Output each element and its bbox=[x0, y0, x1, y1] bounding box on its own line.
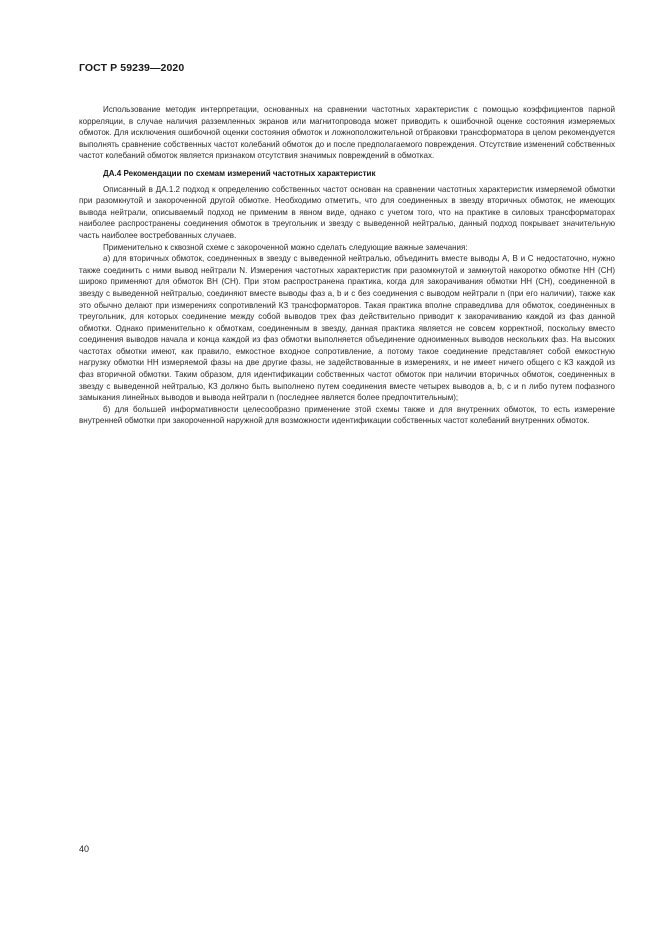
list-item-b: б) для большей информативности целесообразно применение этой схемы также и для внутренних обмоток, то есть измерение внутренней обмотки при закороченной наружной для возможности идентификации собственных частот колебаний внутренних обмоток. bbox=[79, 404, 615, 426]
paragraph-approach: Описанный в ДА.1.2 подход к определению собственных частот основан на сравнении частотных характеристик измеряемой обмотки при разомкнутой и закороченной другой обмотке. Необходимо отметить, что для соединенных в звезду вторичных обмоток, не имеющих вывода нейтрали, описываемый подход не применим в явном виде, однако с учетом того, что на практике в силовых трансформаторах наиболее распространены соединения обмоток в треугольник и звезду с выведенной нейтралью, данный подход покрывает значительную часть наиболее востребованных случаев. bbox=[79, 184, 615, 240]
paragraph-remarks-intro: Применительно к сквозной схеме с закороченной можно сделать следующие важные замечания: bbox=[103, 242, 468, 252]
list-item-a: а) для вторичных обмоток, соединенных в звезду с выведенной нейтралью, объединить вместе выводы A, B и C недостаточно, нужно также соединить с ними вывод нейтрали N. Измерения частотных характеристик при разомкнутой и замкнутой накоротко обмотке НН (СН) широко применяют для обмоток ВН (СН). При этом распространена практика, когда для закорачивания обмотки НН (СН), соединенной в звезду с выведенной нейтралью, соединяют вместе выводы фаз a, b и c без соединения с выводом нейтрали n (при его наличии), также как это обычно делают при измерениях сопротивлений КЗ трансформаторов. Такая практика вполне справедлива для обмоток, соединенных в треугольник, для которых соединение между собой выводов трех фаз действительно приводит к закорачиванию каждой из фаз данной обмотки. Однако применительно к обмоткам, соединенным в звезду, данная практика является не совсем корректной, поскольку вместо соединения выводов начала и конца каждой из фаз обмотки выполняется объединение одноименных выводов нескольких фаз. На высоких частотах обмотки имеют, как правило, емкостное входное сопротивление, а потому такое соединение представляет собой емкостную нагрузку обмотки НН измеряемой фазы на две другие фазы, не задействованные в измерениях, и не имеет ничего общего с КЗ каждой из фаз вторичной обмотки. Таким образом, для идентификации собственных частот обмоток при наличии вторичных обмоток, соединенных в звезду с выведенной нейтралью, КЗ должно быть выполнено путем соединения вместе четырех выводов a, b, c и n либо путем пофазного замыкания линейных выводов и вывода нейтрали n (последнее является более предпочтительным); bbox=[79, 254, 615, 403]
page-number: 40 bbox=[79, 844, 90, 854]
document-header: ГОСТ Р 59239—2020 bbox=[79, 62, 185, 74]
paragraph-interpretation: Использование методик интерпретации, основанных на сравнении частотных характеристик с помощью коэффициентов парной корреляции, в случае наличия разземленных экранов или магнитопровода может приводить к ошибочной оценке состояния измеряемых обмоток. Для исключения ошибочной оценки состояния обмоток и ложноположительной отбраковки трансформатора в целом рекомендуется выполнять сравнение собственных частот колебаний обмоток до и после предполагаемого повреждения. Отсутствие изменений собственных частот колебаний обмоток является признаком отсутствия значимых повреждений в обмотках. bbox=[79, 105, 615, 161]
section-heading: ДА.4 Рекомендации по схемам измерений частотных характеристик bbox=[103, 168, 376, 178]
document-body bbox=[79, 104, 615, 427]
